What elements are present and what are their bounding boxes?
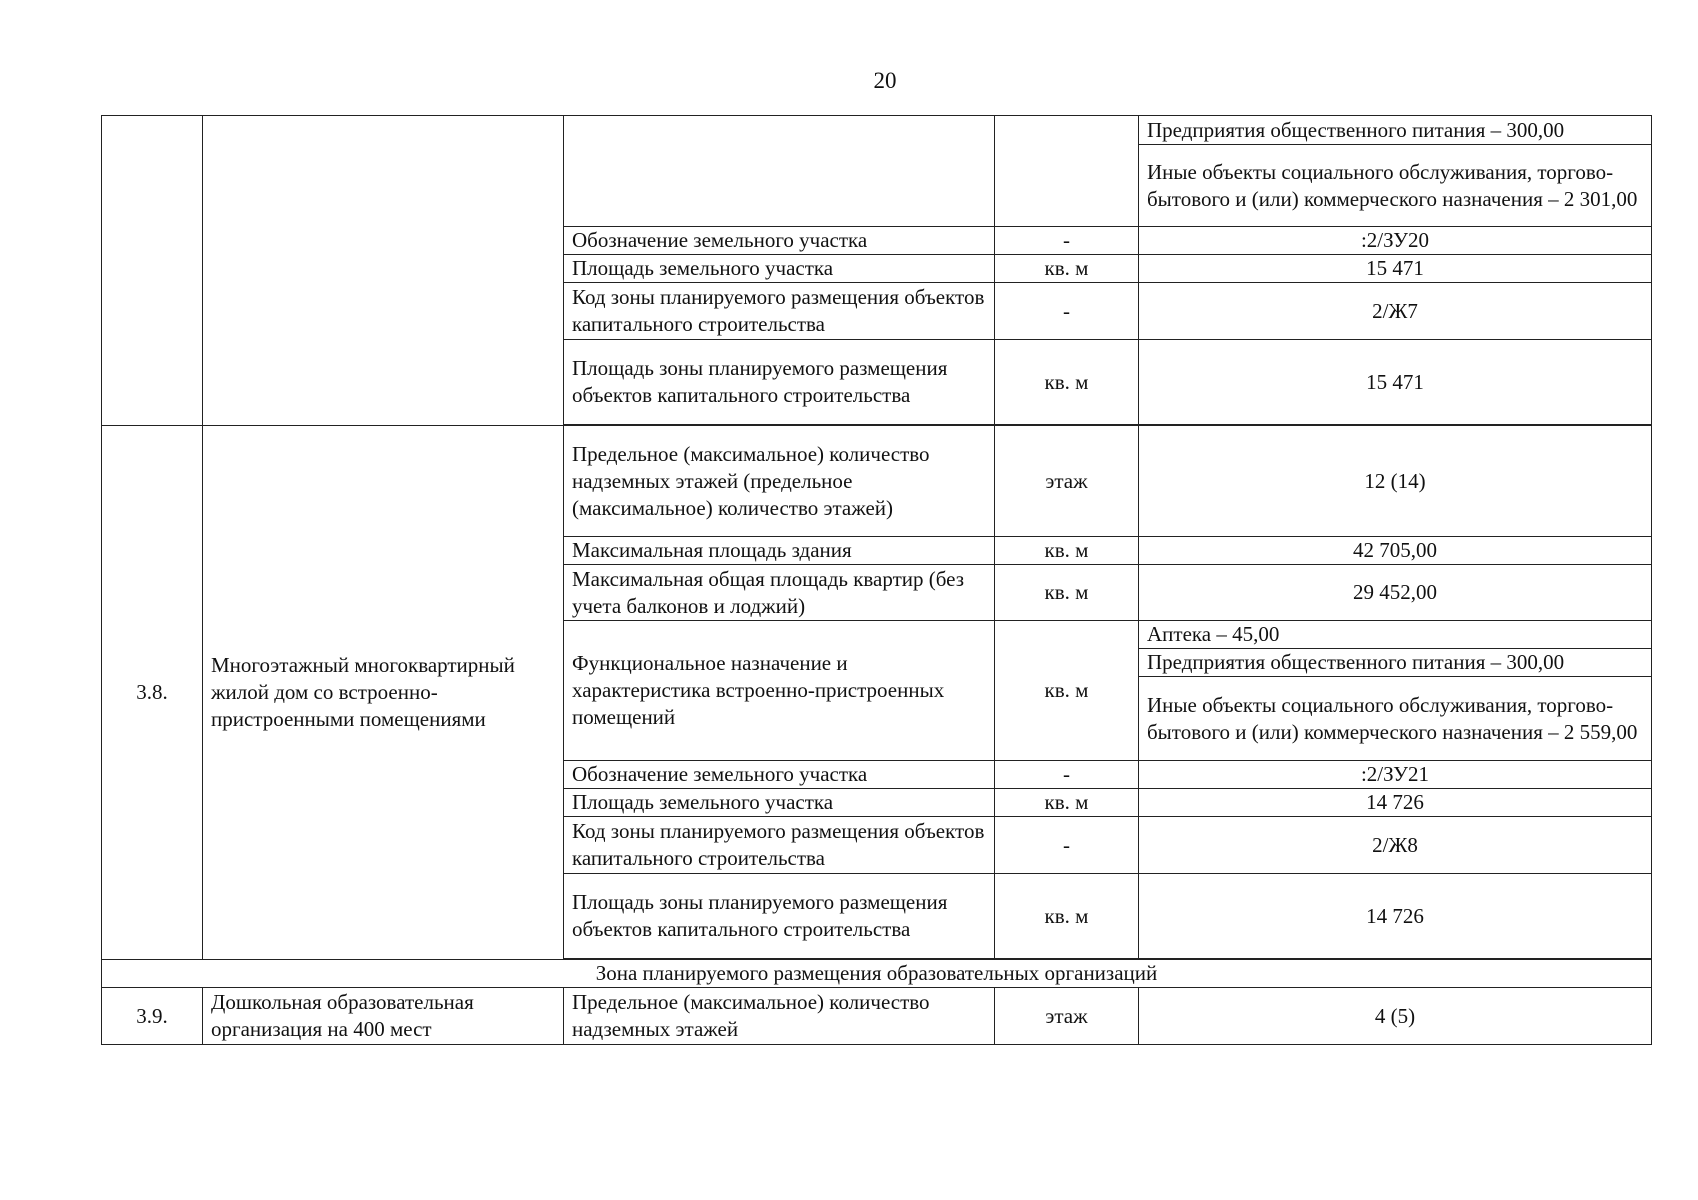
value-cell: 12 (14): [1139, 426, 1652, 537]
unit-cell: кв. м: [995, 565, 1139, 621]
object-cell-empty: [203, 116, 564, 426]
value-cell: Предприятия общественного питания – 300,00: [1139, 116, 1652, 145]
param-cell-empty: [564, 116, 995, 227]
value-cell: :2/ЗУ21: [1139, 761, 1652, 789]
param-name-cell: Максимальная площадь здания: [564, 537, 995, 565]
param-name-cell: Обозначение земельного участка: [564, 761, 995, 789]
unit-cell: -: [995, 817, 1139, 874]
param-name-cell: Код зоны планируемого размещения объектов капитального строительства: [564, 817, 995, 874]
param-name-cell: Обозначение земельного участка: [564, 227, 995, 255]
value-cell: :2/ЗУ20: [1139, 227, 1652, 255]
param-name-cell: Предельное (максимальное) количество надземных этажей (предельное (максимальное) количество этажей): [564, 426, 995, 537]
table-row: [102, 116, 1652, 145]
object-name: Многоэтажный многоквартирный жилой дом со встроенно-пристроенными помещениями: [203, 426, 564, 960]
value-cell: 2/Ж7: [1139, 283, 1652, 340]
unit-cell: кв. м: [995, 621, 1139, 761]
unit-cell: этаж: [995, 988, 1139, 1045]
value-cell: 15 471: [1139, 255, 1652, 283]
value-cell: 29 452,00: [1139, 565, 1652, 621]
param-name-cell: Площадь зоны планируемого размещения объектов капитального строительства: [564, 874, 995, 959]
param-name-cell: Функциональное назначение и характеристика встроенно-пристроенных помещений: [564, 621, 995, 761]
table-row: [102, 960, 1652, 988]
value-cell: Иные объекты социального обслуживания, торгово-бытового и (или) коммерческого назначения – 2 301,00: [1139, 145, 1652, 227]
unit-cell: -: [995, 283, 1139, 340]
value-cell: 15 471: [1139, 340, 1652, 425]
row-number: 3.8.: [102, 426, 203, 960]
value-cell: Предприятия общественного питания – 300,00: [1139, 649, 1652, 677]
unit-cell: кв. м: [995, 789, 1139, 817]
value-cell: 2/Ж8: [1139, 817, 1652, 874]
unit-cell: -: [995, 227, 1139, 255]
unit-cell: кв. м: [995, 255, 1139, 283]
unit-cell: кв. м: [995, 874, 1139, 959]
unit-cell: кв. м: [995, 340, 1139, 425]
value-cell: 4 (5): [1139, 988, 1652, 1045]
table-row: [102, 426, 1652, 537]
unit-cell-empty: [995, 116, 1139, 227]
value-cell: Аптека – 45,00: [1139, 621, 1652, 649]
param-name-cell: Площадь зоны планируемого размещения объектов капитального строительства: [564, 340, 995, 425]
table-row: [102, 988, 1652, 1045]
unit-cell: кв. м: [995, 537, 1139, 565]
unit-cell: -: [995, 761, 1139, 789]
param-name-cell: Площадь земельного участка: [564, 789, 995, 817]
value-cell: Иные объекты социального обслуживания, торгово-бытового и (или) коммерческого назначения – 2 559,00: [1139, 677, 1652, 761]
value-cell: 14 726: [1139, 789, 1652, 817]
num-cell-empty: [102, 116, 203, 426]
param-name-cell: Код зоны планируемого размещения объектов капитального строительства: [564, 283, 995, 340]
value-cell: 42 705,00: [1139, 537, 1652, 565]
page-number: 20: [873, 68, 897, 93]
param-name-cell: Предельное (максимальное) количество надземных этажей: [564, 988, 995, 1045]
param-name-cell: Максимальная общая площадь квартир (без учета балконов и лоджий): [564, 565, 995, 621]
parameters-table: [101, 115, 1652, 1045]
unit-cell: этаж: [995, 426, 1139, 537]
row-number: 3.9.: [102, 988, 203, 1045]
value-cell: 14 726: [1139, 874, 1652, 959]
param-name-cell: Площадь земельного участка: [564, 255, 995, 283]
zone-header: Зона планируемого размещения образовательных организаций: [102, 960, 1652, 988]
object-name: Дошкольная образовательная организация на 400 мест: [203, 988, 564, 1045]
